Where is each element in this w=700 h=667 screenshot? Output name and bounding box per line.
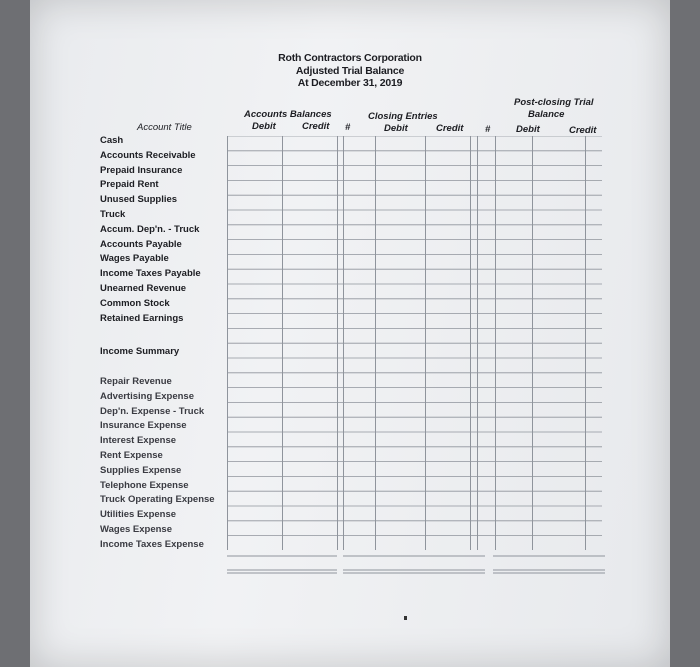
account-row: Retained Earnings: [100, 312, 184, 324]
account-row: Prepaid Insurance: [100, 164, 183, 176]
account-row: Interest Expense: [100, 435, 177, 447]
total-rules: [227, 552, 607, 578]
account-row: Income Taxes Expense: [100, 538, 204, 550]
account-row: Unused Supplies: [100, 194, 178, 206]
debit-header-2: Debit: [384, 123, 408, 134]
income-summary-row: Income Summary: [100, 346, 180, 357]
accounts-balances-heading: Accounts Balances: [244, 109, 332, 120]
account-row: Advertising Expense: [100, 390, 194, 402]
company-name: Roth Contractors Corporation: [278, 52, 422, 64]
worksheet-page: [30, 0, 670, 667]
account-row: Wages Expense: [100, 523, 172, 535]
account-row: Truck Operating Expense: [100, 494, 215, 506]
account-row: Wages Payable: [100, 253, 169, 265]
ledger-grid: [227, 136, 602, 550]
income-summary-section: [100, 345, 179, 360]
account-title-header: Account Title: [137, 122, 192, 133]
report-header: [30, 52, 670, 90]
post-closing-heading-2: Balance: [528, 109, 565, 120]
account-row: Insurance Expense: [100, 420, 187, 432]
account-row: Rent Expense: [100, 449, 163, 461]
account-row: Prepaid Rent: [100, 179, 159, 191]
account-row: Truck: [100, 208, 126, 220]
closing-entries-heading: Closing Entries: [368, 111, 438, 122]
debit-header-1: Debit: [252, 121, 276, 132]
income-statement-accounts: [100, 375, 215, 553]
debit-header-3: Debit: [516, 124, 540, 135]
account-row: Accounts Receivable: [100, 149, 196, 161]
report-date: At December 31, 2019: [297, 77, 403, 89]
ledger-grid-lines: [227, 136, 602, 550]
ref-header-1: #: [345, 122, 351, 133]
balance-sheet-accounts: [100, 134, 201, 326]
account-row: Dep'n. Expense - Truck: [100, 405, 205, 417]
account-row: Utilities Expense: [100, 509, 177, 521]
account-row: Telephone Expense: [100, 479, 189, 491]
account-row: Repair Revenue: [100, 376, 172, 387]
credit-header-1: Credit: [302, 121, 330, 132]
ref-header-2: #: [485, 124, 491, 135]
account-row: Income Taxes Payable: [100, 268, 201, 280]
account-row: Unearned Revenue: [100, 282, 187, 294]
account-row: Cash: [100, 135, 124, 146]
account-row: Common Stock: [100, 297, 170, 309]
report-title: Adjusted Trial Balance: [295, 64, 405, 77]
account-row: Supplies Expense: [100, 464, 182, 476]
account-row: Accum. Dep'n. - Truck: [100, 223, 200, 235]
post-closing-heading: Post-closing Trial: [514, 97, 594, 108]
account-row: Accounts Payable: [100, 238, 182, 250]
credit-header-3: Credit: [569, 125, 597, 136]
credit-header-2: Credit: [436, 123, 464, 134]
ink-mark: [404, 616, 407, 620]
